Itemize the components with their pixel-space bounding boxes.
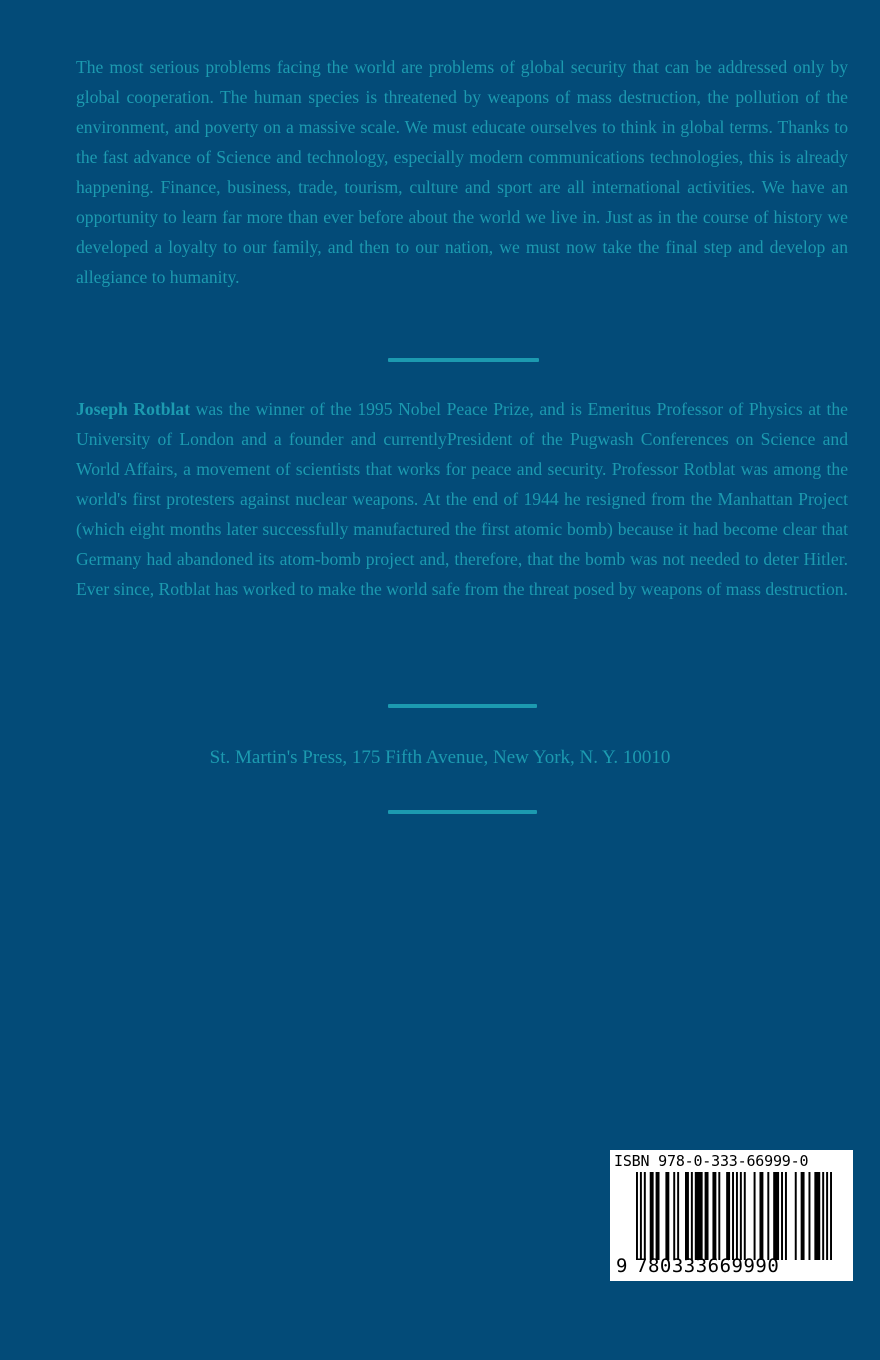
barcode-bar [712,1172,716,1260]
barcode-bar [736,1172,738,1260]
barcode-bar [740,1172,742,1260]
barcode-bar [644,1172,646,1260]
barcode-bar [677,1172,679,1260]
barcode-bar [773,1172,779,1260]
barcode-bar [685,1172,689,1260]
barcode-bar [744,1172,746,1260]
barcode-bar [673,1172,675,1260]
barcode-bar [822,1172,824,1260]
barcode-bar [650,1172,654,1260]
barcode-bar [826,1172,828,1260]
barcode-bar [767,1172,769,1260]
barcode-bar [640,1172,642,1260]
quote-paragraph: The most serious problems facing the world are problems of global security that can be addressed only by global cooperation. The human species is threatened by weapons of mass destruction, the pollution of the environment, and poverty on a massive scale. We must educate ourselves to think in global terms. Thanks to the fast advance of Science and technology, especially modern communications technologies, this is already happening. Finance, business, trade, tourism, culture and sport are all international activities. We have an opportunity to learn far more than ever before about the world we live in. Just as in the course of history we developed a loyalty to our family, and then to our nation, we must now take the final step and develop an allegiance to humanity. [76,57,848,287]
barcode-bar [830,1172,832,1260]
barcode-bar [691,1172,693,1260]
barcode-bar [695,1172,703,1260]
barcode-lead-digit: 9 [616,1255,628,1277]
divider-rule [388,810,537,814]
barcode-bar [759,1172,763,1260]
barcode-number: 780333669990 [636,1255,780,1277]
divider-rule [388,704,537,708]
barcode-bar [656,1172,660,1260]
barcode-bar [795,1172,797,1260]
divider-rule [388,358,539,362]
barcode-bar [785,1172,787,1260]
barcode-bar [665,1172,669,1260]
barcode-bar [705,1172,709,1260]
barcode-bar [718,1172,720,1260]
barcode-bar [781,1172,783,1260]
barcode-bar [808,1172,810,1260]
publisher-address: St. Martin's Press, 175 Fifth Avenue, New York, N. Y. 10010 [209,747,671,768]
author-bio-text: was the winner of the 1995 Nobel Peace Prize, and is Emeritus Professor of Physics at the University of London and a founder and currentlyPresident of the Pugwash Conferences on Science and World Affairs, a movement of scientists that works for peace and security. Professor Rotblat was among the world's first protesters against nuclear weapons. At the end of 1944 he resigned from the Manhattan Project (which eight months later successfully manufactured the first atomic bomb) because it had become clear that Germany had abandoned its atom-bomb project and, therefore, that the bomb was not needed to deter Hitler. Ever since, Rotblat has worked to make the world safe from the threat posed by weapons of mass destruction. [76,399,848,599]
barcode-bar [814,1172,820,1260]
isbn-barcode [610,1150,853,1281]
barcode-bars [636,1172,832,1260]
barcode-bar [801,1172,805,1260]
barcode-bar [754,1172,756,1260]
barcode-digits [616,1254,850,1278]
author-bio [76,394,848,604]
author-name: Joseph Rotblat [76,399,191,419]
isbn-label: ISBN 978-0-333-66999-0 [614,1152,809,1170]
barcode-bar [636,1172,638,1260]
barcode-bar [726,1172,730,1260]
barcode-bar [732,1172,734,1260]
